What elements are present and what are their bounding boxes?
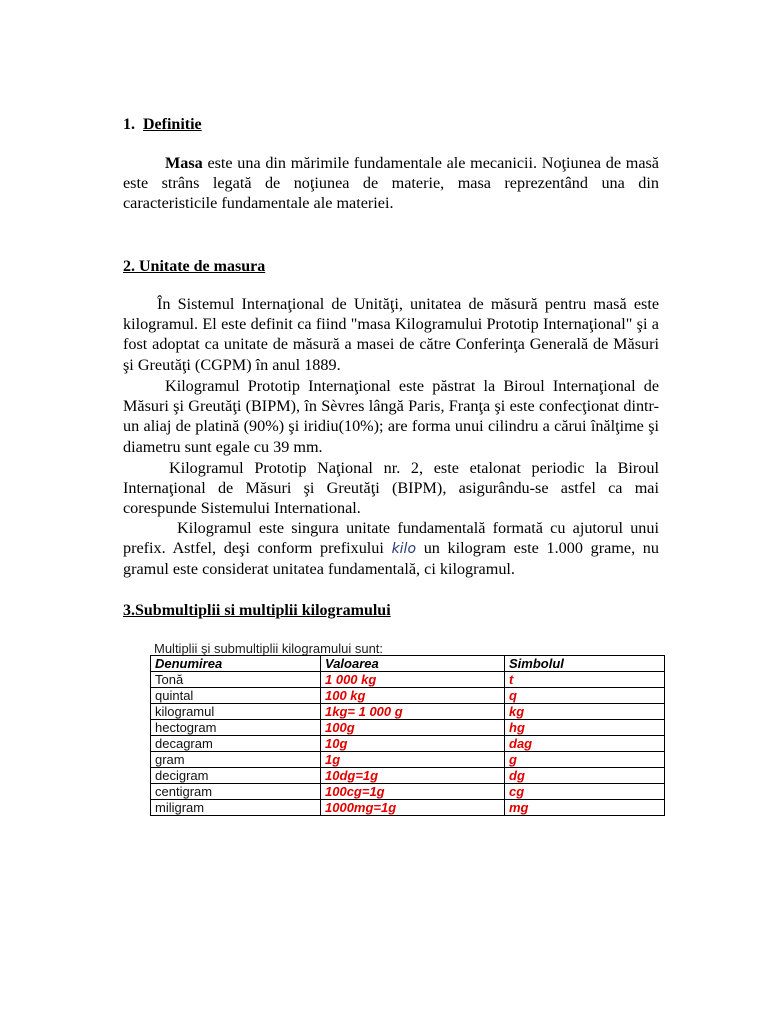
unit-symbol: kg	[505, 704, 665, 720]
section-1-heading	[123, 116, 202, 134]
section-2-title: 2. Unitate de masura	[123, 258, 266, 275]
table-row	[151, 784, 665, 800]
unit-symbol: dag	[505, 736, 665, 752]
table-row	[151, 720, 665, 736]
prototype-paragraph: Kilogramul Prototip Internaţional este păstrat la Biroul Internaţional de Măsuri şi Greutăţi (BIPM), în Sèvres lângă Paris, Franţa şi este confecţionat dintr-un aliaj de platină (90%) şi iridiu(10%); are forma unui cilindru a cărui înălţime şi diametru sunt egale cu 39 mm.	[123, 377, 659, 456]
table-caption: Multiplii şi submultiplii kilogramului sunt:	[154, 641, 384, 656]
si-unit-paragraph: În Sistemul Internaţional de Unităţi, unitatea de măsură pentru masă este kilogramul. El este definit ca fiind "masa Kilogramului Prototip Internaţional" şi a fost adoptat ca unitate de măsură a masei de către Conferinţa Generală de Măsuri şi Greutăţi (CGPM) în anul 1889.	[123, 295, 659, 374]
table-header-row	[151, 656, 665, 672]
unit-value: 100 kg	[321, 688, 505, 704]
unit-symbol: q	[505, 688, 665, 704]
unit-name: decigram	[151, 768, 321, 784]
unit-name: kilogramul	[151, 704, 321, 720]
kilo-prefix: kilo	[391, 541, 417, 558]
table-row	[151, 688, 665, 704]
unit-symbol: mg	[505, 800, 665, 816]
unit-name: hectogram	[151, 720, 321, 736]
section-1-title: Definitie	[143, 116, 202, 133]
unit-name: miligram	[151, 800, 321, 816]
definition-lead-word: Masa	[165, 154, 203, 172]
section-1-number: 1.	[123, 116, 135, 133]
units-table	[150, 655, 665, 816]
unit-name: Tonă	[151, 672, 321, 688]
unit-value: 1kg= 1 000 g	[321, 704, 505, 720]
unit-symbol: cg	[505, 784, 665, 800]
unit-symbol: g	[505, 752, 665, 768]
unit-value: 10dg=1g	[321, 768, 505, 784]
header-symbol: Simbolul	[505, 656, 665, 672]
section-3-title: 3.Submultiplii si multiplii kilogramului	[123, 602, 391, 619]
table-row	[151, 768, 665, 784]
unit-value: 1g	[321, 752, 505, 768]
unit-name: decagram	[151, 736, 321, 752]
unit-symbol: dg	[505, 768, 665, 784]
table-row	[151, 672, 665, 688]
unit-name: quintal	[151, 688, 321, 704]
definition-paragraph	[123, 153, 659, 214]
table-row	[151, 800, 665, 816]
unit-name: gram	[151, 752, 321, 768]
unit-value: 1000mg=1g	[321, 800, 505, 816]
table-row	[151, 704, 665, 720]
unit-symbol: hg	[505, 720, 665, 736]
unit-symbol: t	[505, 672, 665, 688]
national-prototype-paragraph: Kilogramul Prototip Naţional nr. 2, este etalonat periodic la Biroul Internaţional de Măsuri şi Greutăţi (BIPM), asigurându-se astfel ca mai corespunde Sistemului International.	[123, 459, 659, 518]
header-value: Valoarea	[321, 656, 505, 672]
section-2-heading	[123, 258, 265, 276]
unit-value: 100g	[321, 720, 505, 736]
table-row	[151, 752, 665, 768]
prefix-paragraph: Kilogramul este singura unitate fundamentală formată cu ajutorul unui prefix. Astfel, deşi conform prefixului kilo un kilogram este 1.000 grame, nu gramul este considerat unitatea fundamentală, ci kilogramul.	[123, 519, 659, 579]
unit-value: 100cg=1g	[321, 784, 505, 800]
unit-value: 1 000 kg	[321, 672, 505, 688]
header-name: Denumirea	[151, 656, 321, 672]
unit-value: 10g	[321, 736, 505, 752]
table-row	[151, 736, 665, 752]
section-3-heading	[123, 602, 391, 620]
definition-text: este una din mărimile fundamentale ale mecanicii. Noţiunea de masă este strâns legată de noţiunea de materie, masa reprezentând una din caracteristicile fundamentale ale materiei.	[123, 154, 659, 213]
unit-name: centigram	[151, 784, 321, 800]
